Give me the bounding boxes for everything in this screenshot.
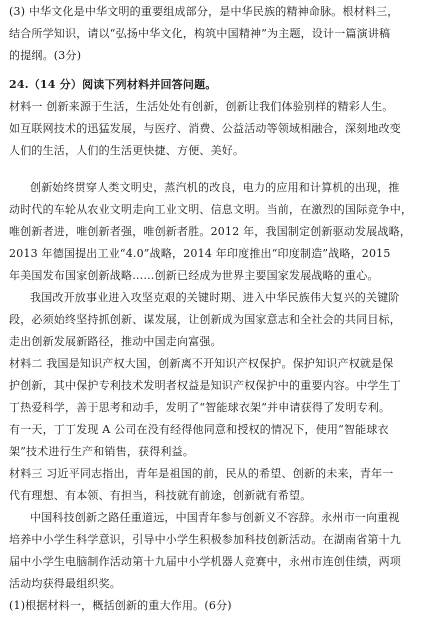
text-line: 结合所学知识，请以“弘扬中华文化，构筑中国精神”为主题，设计一篇演讲稿 [9, 27, 391, 40]
text-line: 护创新，其中保护专利技术发明者权益是知识产权保护中的重要内容。中学生丁 [9, 379, 401, 392]
text-line: 2013 年德国提出工业“4.0”战略，2014 年印度推出“印度制造”战略，2015 [9, 247, 391, 260]
text-line: 有一天，丁丁发现 A 公司在没有经得他同意和授权的情况下，使用“智能球衣 [9, 423, 389, 436]
text-line: 材料二 我国是知识产权大国，创新离不开知识产权保护。保护知识产权就是保 [9, 357, 394, 370]
text-line: 材料一 创新来源于生活，生活处处有创新，创新让我们体验别样的精彩人生。 [9, 100, 394, 113]
text-line: 中国科技创新之路任重道远，中国青年参与创新义不容辞。永州市一向重视 [30, 511, 400, 524]
text-line: 人们的生活，人们的生活更快捷、方便、美好。 [9, 144, 245, 157]
text-line: 的提纲。(3分) [9, 49, 82, 62]
text-line: 如互联网技术的迅猛发展，与医疗、消费、公益活动等领域相融合，深刻地改变 [9, 122, 401, 135]
text-line: 段，必须始终坚持抓创新、谋发展，让创新成为国家意志和全社会的共同目标， [9, 313, 401, 326]
text-line: 丁热爱科学，善于思考和动手，发明了“智能球衣架”并申请获得了发明专利。 [9, 401, 391, 414]
text-line: 架”技术进行生产和销售，获得利益。 [9, 445, 195, 458]
text-line: 材料三 习近平同志指出，青年是祖国的前，民从的希望、创新的未来，青年一 [9, 467, 394, 480]
text-line: 活动均获得最组织奖。 [9, 577, 121, 590]
text-line: 培养中小学生科学意识，引导中小学生积极参加科技创新活动。在湖南省第十九 [9, 533, 401, 546]
text-line: 走出创新发展新路径，推动中国走向富强。 [9, 335, 222, 348]
text-line: 创新始终贯穿人类文明史，蒸汽机的改良，电力的应用和计算机的出现，推 [30, 181, 400, 194]
text-line: (3) 中华文化是中华文明的重要组成部分，是中华民族的精神命脉。根材料三， [9, 5, 399, 18]
text-line: 动时代的车轮从农业文明走向工业文明、信息文明。当前，在激烈的国际竞争中， [9, 203, 413, 216]
text-line: 我国改开放事业进入攻坚克艰的关键时期、进入中华民族伟大复兴的关键阶 [30, 291, 400, 304]
text-line: 唯创新者进，唯创新者强，唯创新者胜。2012 年，我国制定创新驱动发展战略， [9, 225, 412, 238]
text-line: 年美国发布国家创新战略……创新已经成为世界主要国家发展战略的重心。 [9, 269, 379, 282]
question-prompt: (1)根据材料一，概括创新的重大作用。(6分) [9, 599, 232, 612]
text-line: 代有理想、有本领、有担当，科技就有前途，创新就有希望。 [9, 489, 312, 502]
question-heading: 24.（14 分）阅读下列材料并回答问题。 [9, 78, 217, 91]
text-line: 届中小学生电脑制作活动第十九届中小学机器人竞赛中，永州市连创佳绩，两项 [9, 555, 401, 568]
